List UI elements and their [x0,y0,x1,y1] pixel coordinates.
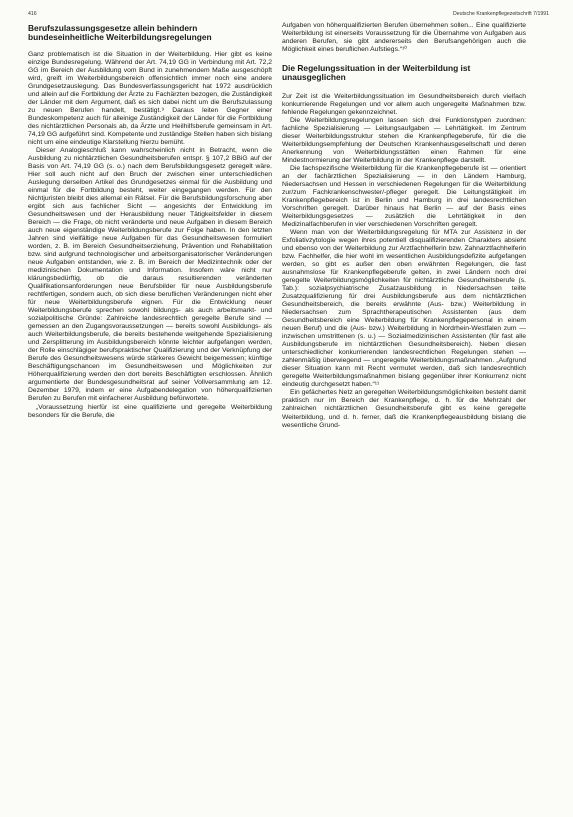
paragraph: Wenn man von der Weiterbildungsregelung für MTA zur Assistenz in der Exfoliativzytologie wegen ihres potentiell disqualifizierenden Charakters absieht und ebenso von der Weiterbildung zur Arztfachhelferin bzw. Zahnarztfachhelferin bzw. Fachhelfer, die hier wohl im wesentlichen Ausbildungsdefizite aufgefangen werden, so gibt es außer den oben erwähnten Regelungen, die fast ausnahmslose für Krankenpflegeberufe gelten, in zwei Ländern noch drei geregelte Weiterbildungsmöglichkeiten für nichtärztliche Gesundheitsberufe (s. Tab.): sozialpsychiatrische Zusatzausbildung in Niedersachsen teilte Zusatzqualifizierung für drei Ausbildungsberufe aus dem nichtärztlichen Gesundheitsbereich, die bereits erwähnte (Aus- bzw.) Weiterbildung in Niedersachsen zum Sprachtherapeutischen Assistenten (aus dem Gesundheitsbereich eine Weiterbildung für Krankenpflegepersonal in einem neuen Beruf) und die (Aus- bzw.) Weiterbildung in Nordrhein-Westfalen zum — inzwischen umstrittenen (s. u.) — Sozialmedizinischen Assistenten (für fast alle Ausbildungsberufe im nichtärztlichen Gesundheitsbereich). Neben diesen unterschiedlicher konkurrierenden landesrechtlichen Regelungen stehen — zahlenmäßig überwiegend — ungeregelte Weiterbildungsmaßnahmen. „Aufgrund dieser Situation kann mit Recht vermutet werden, daß sich landesrechtlich geregelte Weiterbildungsmaßnahmen bislang gegenüber ihrer Konkurrenz nicht eindeutig durchgesetzt haben.“¹¹ [282,229,526,389]
page-number: 416 [28,11,37,17]
paragraph: Zur Zeit ist die Weiterbildungssituation im Gesundheitsbereich durch vielfach konkurrierende Regelungen und vor allem auch ungeregelte Maßnahmen bzw. fehlende Regelungen gekennzeichnet. [282,92,526,116]
left-column [28,22,272,420]
right-column [282,22,526,430]
paragraph: „Voraussetzung hierfür ist eine qualifizierte und geregelte Weiterbildung besonders für die Berufe, die [28,403,272,419]
paragraph: Ein gefächertes Netz an geregelten Weiterbildungsmöglichkeiten besteht damit praktisch nur im Bereich der Krankenpflege, d. h. für die Mehrzahl der zahlreichen nichtärztlichen Gesundheitsberufe gibt es keine geregelte Weiterbildung, und d. h. ferner, daß die Krankenpflegeausbildung bislang die wesentliche Grund- [282,389,526,429]
paragraph: Ganz problematisch ist die Situation in der Weiterbildung. Hier gibt es keine einzige Bundesregelung. Während der Art. 74,19 GG in Verbindung mit Art. 72,2 GG im Bereich der Ausbildung vom Bund in zunehmendem Maße ausgeschöpft wird, greift im Weiterbildungsbereich offensichtlich immer noch eine andere Grundgesetzauslegung. Das Bundesverfassungsgericht hat 1972 ausdrücklich und allein auf die Fortbildung der Ärzte zu Fachärzten bezogen, die Zuständigkeit der Länder mit dem Argument, daß es sich dabei nicht um die Berufszulassung zu neuen Berufen handelt, bestätigt.⁹ Daraus leiten Gegner einer Bundeskompetenz auch für alleinige Zuständigkeit der Länder für die Fortbildung des nichtärztlichen Personals ab, da Ärzte und Heilhilfsberufe gemeinsam in Art. 74,19 GG aufgeführt sind. Kompetente und zuständige Stellen haben sich bislang nicht um eine eindeutige Klarstellung hierzu bemüht. [28,50,272,146]
paragraph: Die Weiterbildungsregelungen lassen sich drei Funktionstypen zuordnen: fachliche Spezialisierung — Leitungsaufgaben — Lehrtätigkeit. Im Zentrum dieser Weiterbildungsstruktur stehen die Krankenpflegeberufe, für die die Weiterbildungsempfehlung der Deutschen Krankenhausgesellschaft und deren Anerkennung von Weiterbildungsstätten einen Rahmen für eine Mindestnormierung der Weiterbildung in der Krankenpflege darstellt. [282,116,526,164]
page-header [28,11,549,21]
paragraph: Aufgaben von höherqualifizierten Berufen übernehmen sollen... Eine qualifizierte Weiterbildung ist einerseits Voraussetzung für die Übernahme von Aufgaben aus anderen Berufen, sie gibt andererseits den Berufsangehörigen auch die Möglichkeit eines beruflichen Aufstiegs.“¹⁰ [282,22,526,54]
paragraph: Dieser Analogieschluß kann wahrscheinlich nicht in Betracht, wenn die Ausbildung zu nichtärztlichen Gesundheitsberufen entspr. § 107,2 BBiG auf der Basis von Art. 74,19 GG (s. o.) nach dem Berufsbildungsgesetz geregelt wäre. Hier soll auch nicht auf den Bruch der zwischen einer unterschiedlichen Auslegung derselben Artikel des Grundgesetzes einmal für die Ausbildung und einmal für die Fortbildung besteht, weiter eingegangen werden. Für den Nichtjuristen bleibt dies allemal ein Rätsel. Für die Berufsbildungsforschung aber ergibt sich aus fachlicher Sicht — angesichts der Entwicklung im Gesundheitswesen und der Herausbildung neuer Tätigkeitsfelder in diesem Bereich — die Frage, ob nicht veränderte und neue Aufgaben in diesem Bereich auch neue eigenständige Weiterbildungsberufe zur Folge haben. In den letzten Jahren sind vielfältige neue Aufgaben für das Gesundheitswesen formuliert worden, z. B. im Bereich Gesundheitserziehung, Prävention und Rehabilitation bzw. sind aufgrund technologischer und arbeitsorganisatorischer Veränderungen neue Aufgaben entstanden, wie z. B. im Bereich der Medizintechnik oder der medizinischen Dokumentation und Information. Insofern wäre nicht nur klärungsbedürftig, ob die daraus resultierenden veränderten Qualifikationsanforderungen neue Berufsbilder für neue Ausbildungsberufe rechtfertigen, sondern auch, ob sich diese beruflichen Veränderungen nicht eher für neue Weiterbildungsberufe eignen. Für die Entwicklung neuer Weiterbildungsberufe sprechen sowohl bildungs- als auch arbeitsmarkt- und sozialpolitische Gründe: Zahlreiche landesrechtlich geregelte Berufe sind — gemessen an den Zugangsvoraussetzungen — bereits sowohl Ausbildungs- als auch Weiterbildungsberufe, die bereits bestehende weitgehende Spezialisierung und Zersplitterung im Ausbildungsbereich könnte leichter aufgefangen werden, der Rolle einschlägiger berufspraktischer Qualifizierung und der Verknüpfung der Berufe des Gesundheitswesens würde stärkeres Gewicht beigemessen; künftige Beschäftigungschancen im Gesundheitswesen und Möglichkeiten zur Höherqualifizierung werden den dort bereits Beschäftigten erschlossen. Ähnlich argumentierte der Bundesgesundheitsrat auf seiner Vollversammlung am 12. Dezember 1979, indem er eine Aufgabendelegation von höherqualifizierten Berufen zu Berufen mit einfacherer Ausbildung befürwortete. [28,147,272,403]
paragraph: Die fachspezifische Weiterbildung für die Krankenpflegeberufe ist — orientiert an der fachärztlichen Spezialisierung — in den Ländern Hamburg, Niedersachsen und Hessen in verschiedenen Regelungen für die Weiterbildung zur/zum Fachkrankenschwester/-pfleger geregelt. Die Leitungstätigkeit im Krankenpflegebereich ist in Berlin und Hamburg in drei landesrechtlichen Vorschriften geregelt. Darüber hinaus hat Berlin — auf der Basis eines Weiterbildungsgesetzes — zusätzlich die Lehrtätigkeit in den Medizinalfachberufen in vier verschiedenen Vorschriften geregelt. [282,165,526,229]
running-head: Deutsche Krankenpflegezeitschrift 7/1991 [452,11,549,17]
section-heading-right: Die Regelungssituation in der Weiterbildung ist unausgeglichen [282,63,471,83]
section-heading-left: Berufszulassungsgesetze allein behindern bundeseinheitliche Weiterbildungsregelungen [28,23,212,43]
